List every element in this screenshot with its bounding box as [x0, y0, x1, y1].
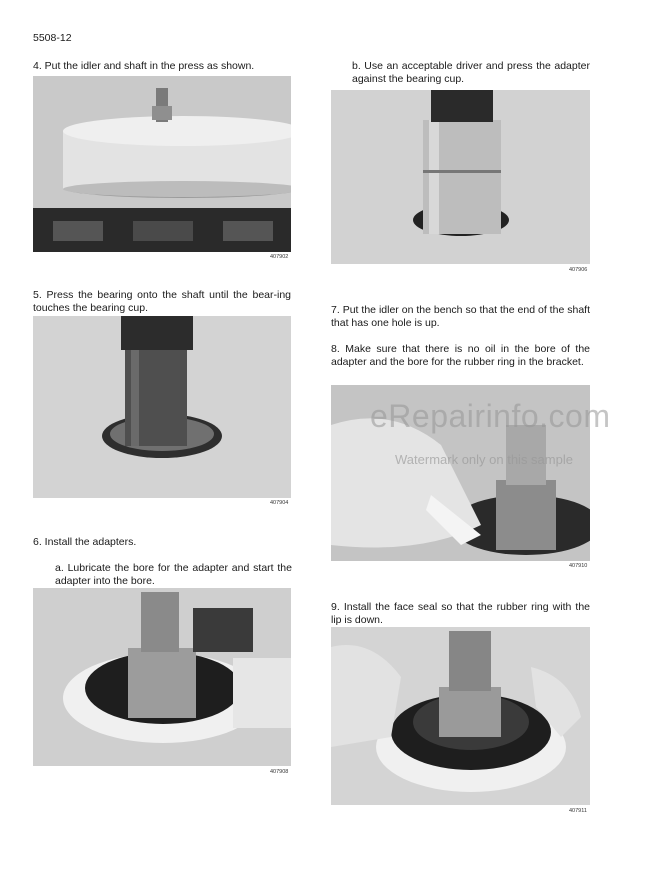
document-number: 5508-12	[33, 32, 72, 44]
figure-number-407908: 407908	[270, 769, 289, 775]
figure-number-407904: 407904	[270, 500, 289, 506]
figure-driver-press-adapter	[331, 90, 590, 264]
step-8-text: 8. Make sure that there is no oil in the bore of the adapter and the bore for the rubber ring in the bracket.	[331, 343, 590, 368]
figure-number-407911: 407911	[569, 808, 587, 814]
watermark-note: Watermark only on this sample	[395, 452, 573, 467]
step-9-text: 9. Install the face seal so that the rubber ring with the lip is down.	[331, 601, 590, 626]
watermark-site: eRepairinfo.com	[370, 398, 611, 434]
figure-number-407902: 407902	[270, 254, 289, 260]
step-6b-text: b. Use an acceptable driver and press the adapter against the bearing cup.	[352, 60, 590, 85]
figure-press-bearing	[33, 316, 291, 498]
step-7-text: 7. Put the idler on the bench so that the end of the shaft that has one hole is up.	[331, 304, 590, 329]
figure-idler-in-press	[33, 76, 291, 252]
figure-lubricate-adapter	[33, 588, 291, 766]
figure-install-face-seal	[331, 627, 590, 805]
step-5-text: 5. Press the bearing onto the shaft until the bear-ing touches the bearing cup.	[33, 289, 291, 314]
figure-number-407906: 407906	[569, 267, 588, 273]
step-4-text: 4. Put the idler and shaft in the press as shown.	[33, 60, 255, 72]
step-6-text: 6. Install the adapters.	[33, 536, 137, 548]
step-6a-text: a. Lubricate the bore for the adapter and start the adapter into the bore.	[55, 562, 292, 587]
figure-number-407910: 407910	[569, 563, 588, 569]
